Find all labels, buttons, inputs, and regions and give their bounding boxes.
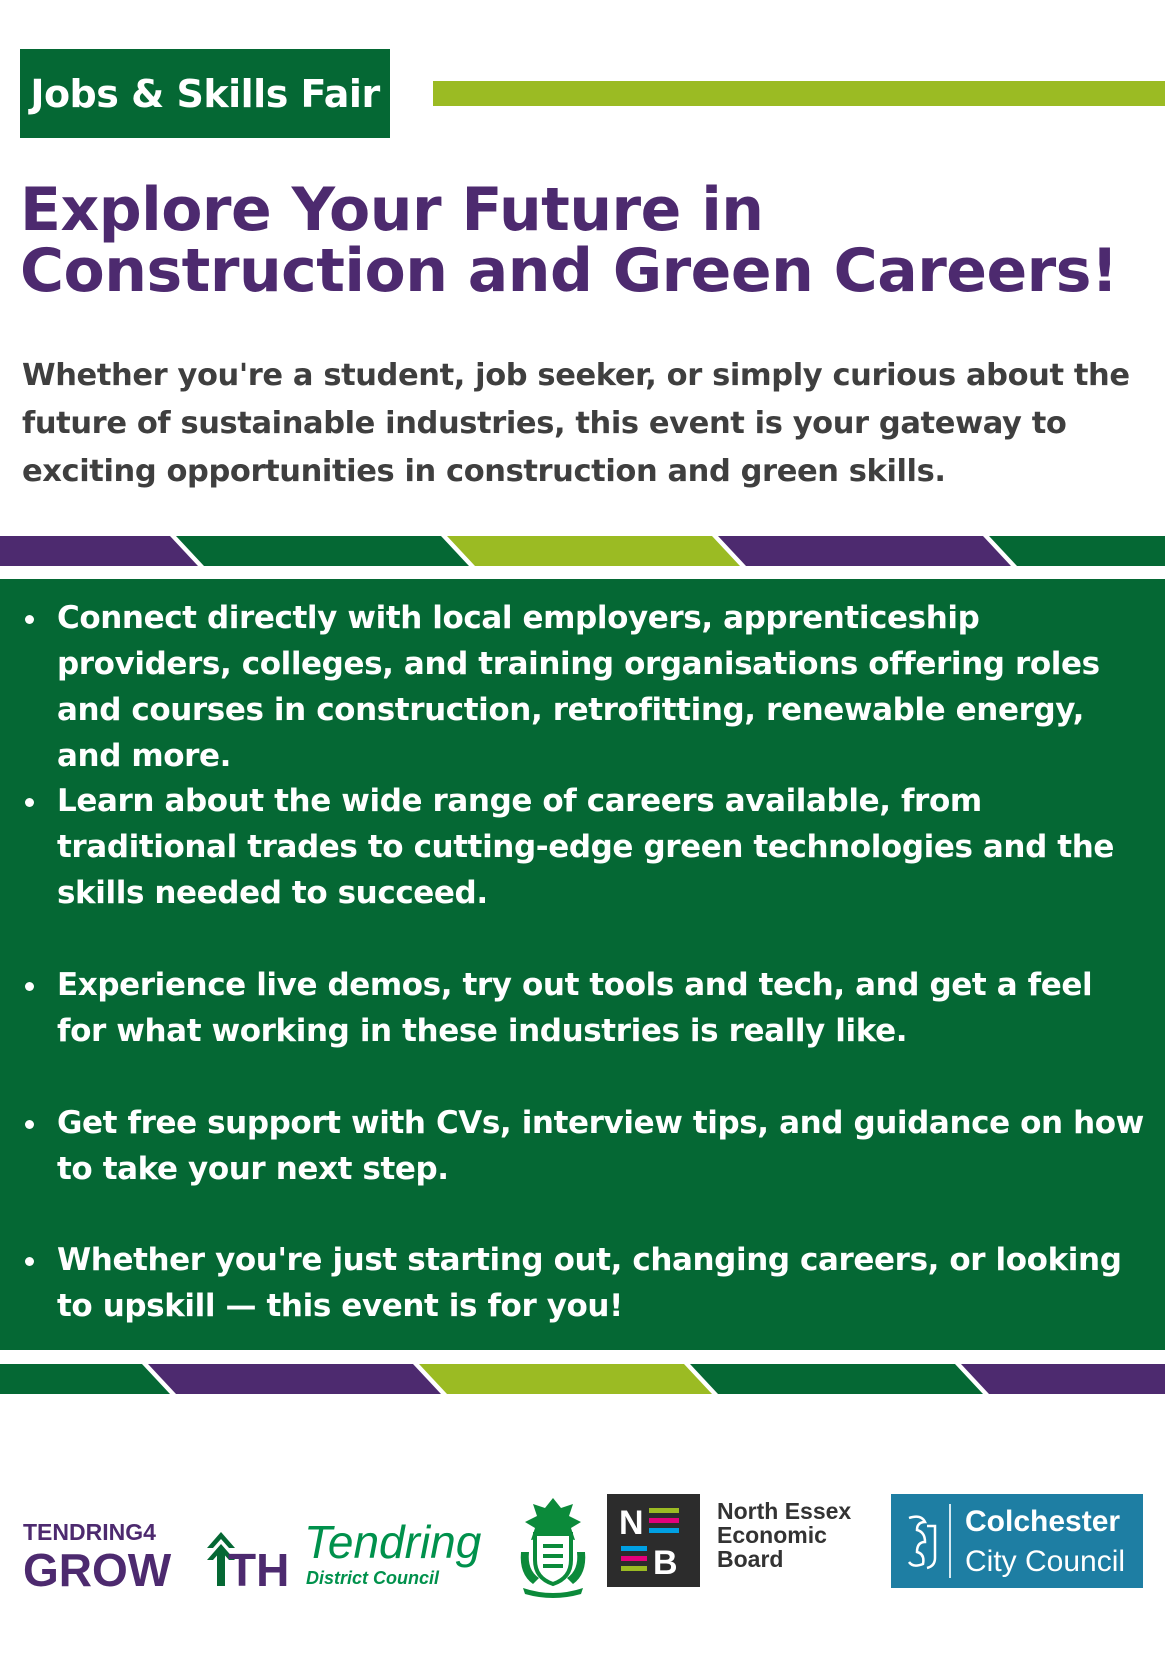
highlight-text: Whether you're just starting out, changing careers, or looking to upskill — this event is for you! <box>57 1242 1122 1324</box>
highlight-text: Connect directly with local employers, apprenticeship providers, colleges, and training organisations offering roles and courses in construction, retrofitting, renewable energy, and more. <box>57 600 1100 774</box>
highlights-panel <box>0 579 1165 1350</box>
neeb-line1: North Essex <box>717 1498 852 1524</box>
bullet-dot <box>25 1257 34 1266</box>
tendring-subtitle: District Council <box>306 1568 440 1588</box>
logo-divider <box>949 1504 951 1578</box>
bullet-dot <box>25 798 34 807</box>
coat-of-arms-icon <box>515 1494 591 1598</box>
highlight-text: Learn about the wide range of careers available, from traditional trades to cutting-edge green technologies and the skills needed to succeed. <box>57 783 1114 911</box>
tendring4growth-logo <box>20 1510 290 1596</box>
bullet-dot <box>25 615 34 624</box>
colchester-city-council-logo <box>891 1494 1143 1588</box>
colchester-line2: City Council <box>965 1545 1126 1578</box>
headline: Explore Your Future in Construction and Green Careers! <box>20 175 1118 306</box>
neeb-line3: Board <box>717 1546 784 1572</box>
arrow-stem-icon <box>217 1550 225 1586</box>
tendring-district-council-logo <box>300 1510 500 1590</box>
bullet-dot <box>25 1120 34 1129</box>
partner-logos <box>0 1480 1165 1630</box>
tendring4growth-line3: TH <box>228 1544 290 1596</box>
highlight-text: Experience live demos, try out tools and tech, and get a feel for what working in these industries is really like. <box>57 967 1093 1049</box>
colchester-wordmark <box>965 1502 1125 1582</box>
svg-text:B: B <box>653 1544 678 1582</box>
highlight-item <box>0 1100 1150 1192</box>
highlight-item <box>0 595 1150 779</box>
intro-paragraph: Whether you're a student, job seeker, or simply curious about the future of sustainable industries, this event is your gateway to exciting opportunities in construction and green skills. <box>22 358 1130 489</box>
event-tag <box>20 49 390 138</box>
bottom-stripe-band <box>0 1364 1165 1394</box>
neeb-mark-icon <box>607 1494 700 1587</box>
highlight-text: Get free support with CVs, interview tips, and guidance on how to take your next step. <box>57 1105 1144 1187</box>
tendring4growth-line2: GROW <box>23 1544 172 1596</box>
highlight-item <box>0 1237 1150 1329</box>
tendring4growth-line1: TENDRING4 <box>23 1519 156 1545</box>
event-tag-label: Jobs & Skills Fair <box>30 71 380 116</box>
neeb-line2: Economic <box>717 1522 827 1548</box>
top-stripe-band <box>0 536 1165 566</box>
svg-text:N: N <box>619 1504 644 1542</box>
colchester-emblem-icon <box>903 1512 941 1572</box>
neeb-wordmark <box>717 1499 887 1571</box>
highlight-item <box>0 962 1150 1054</box>
tendring-wordmark: Tendring <box>304 1516 482 1568</box>
highlight-item <box>0 778 1150 916</box>
accent-line <box>433 81 1165 106</box>
bullet-dot <box>25 982 34 991</box>
colchester-line1: Colchester <box>965 1505 1121 1538</box>
